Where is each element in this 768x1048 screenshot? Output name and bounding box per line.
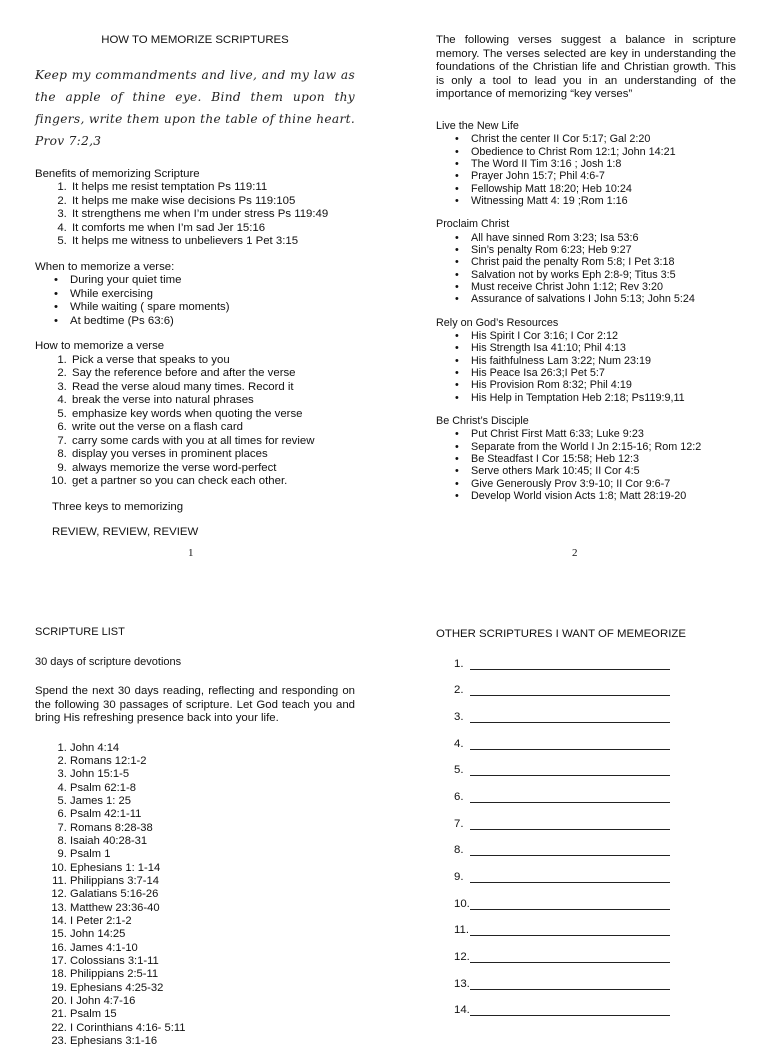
list-item: 5. It helps me witness to unbelievers 1 Pet 3:15 [70, 235, 355, 249]
write-line [470, 978, 670, 990]
list-item: • Develop World vision Acts 1:8; Matt 28:19-20 [471, 490, 736, 502]
blank-line-item [436, 738, 736, 765]
write-line [470, 684, 670, 696]
list-item: 1. John 4:14 [70, 742, 355, 755]
list-item: 8. display you verses in prominent places [70, 448, 355, 462]
page-title: SCRIPTURE LIST [35, 626, 355, 640]
list-item: 7. carry some cards with you at all times for review [70, 435, 355, 449]
list-item: 10. get a partner so you can check each other. [70, 475, 355, 489]
write-line [470, 818, 670, 830]
list-item: • Salvation not by works Eph 2:8-9; Titus 3:5 [471, 269, 736, 281]
list-item: • His Help in Temptation Heb 2:18; Ps119:9,11 [471, 392, 736, 404]
benefits-heading: Benefits of memorizing Scripture [35, 168, 355, 182]
list-item: • At bedtime (Ps 63:6) [70, 315, 355, 329]
list-item: 5. James 1: 25 [70, 795, 355, 808]
list-item: 15. John 14:25 [70, 928, 355, 941]
list-item: 9. always memorize the verse word-perfect [70, 462, 355, 476]
section-title: Live the New Life [436, 120, 736, 134]
list-item: • Christ paid the penalty Rom 5:8; I Pet 3:18 [471, 256, 736, 268]
list-item: 10. Ephesians 1: 1-14 [70, 862, 355, 875]
page-3 [35, 626, 355, 1048]
list-item: 9. Psalm 1 [70, 848, 355, 861]
list-item: • Give Generously Prov 3:9-10; II Cor 9:6-7 [471, 478, 736, 490]
blank-line-item [436, 844, 736, 871]
page-number: 1 [188, 547, 194, 559]
list-item: 20. I John 4:7-16 [70, 995, 355, 1008]
list-item: • All have sinned Rom 3:23; Isa 53:6 [471, 232, 736, 244]
list-item: • Fellowship Matt 18:20; Heb 10:24 [471, 183, 736, 195]
list-item: 5. emphasize key words when quoting the verse [70, 408, 355, 422]
list-item: 11. Philippians 3:7-14 [70, 875, 355, 888]
item-number: 7. [436, 818, 488, 832]
list-item: 13. Matthew 23:36-40 [70, 902, 355, 915]
list-item: 7. Romans 8:28-38 [70, 822, 355, 835]
write-line [470, 764, 670, 776]
list-item: • Be Steadfast I Cor 15:58; Heb 12:3 [471, 453, 736, 465]
item-number: 6. [436, 791, 488, 805]
item-number: 4. [436, 738, 488, 752]
list-item: • His Provision Rom 8:32; Phil 4:19 [471, 379, 736, 391]
write-line [470, 951, 670, 963]
list-item: 17. Colossians 3:1-11 [70, 955, 355, 968]
page-1 [35, 34, 355, 540]
list-item: 4. It comforts me when I’m sad Jer 15:16 [70, 222, 355, 236]
list-item: 8. Isaiah 40:28-31 [70, 835, 355, 848]
when-heading: When to memorize a verse: [35, 261, 355, 275]
verse-list [436, 133, 736, 207]
benefits-list [35, 181, 355, 249]
list-item: • Assurance of salvations I John 5:13; John 5:24 [471, 293, 736, 305]
write-line [470, 658, 670, 670]
write-line [470, 711, 670, 723]
item-number: 8. [436, 844, 488, 858]
review-text: REVIEW, REVIEW, REVIEW [52, 526, 355, 540]
blank-line-item [436, 684, 736, 711]
section-title: Rely on God’s Resources [436, 317, 736, 331]
item-number: 12. [436, 951, 488, 965]
list-item: • His Spirit I Cor 3:16; I Cor 2:12 [471, 330, 736, 342]
item-number: 13. [436, 978, 488, 992]
item-number: 11. [436, 924, 488, 938]
item-number: 2. [436, 684, 488, 698]
list-item: 23. Ephesians 3:1-16 [70, 1035, 355, 1048]
blank-line-item [436, 898, 736, 925]
intro-paragraph: The following verses suggest a balance in scripture memory. The verses selected are key in understanding the foundations of the Christian life and Christian growth. This is only a tool to lead you in an understanding of the importance of memorizing “key verses” [436, 34, 736, 102]
list-item: 12. Galatians 5:16-26 [70, 888, 355, 901]
item-number: 3. [436, 711, 488, 725]
list-item: 2. Romans 12:1-2 [70, 755, 355, 768]
list-item: • Obedience to Christ Rom 12:1; John 14:21 [471, 146, 736, 158]
blank-line-item [436, 978, 736, 1005]
list-item: 3. Read the verse aloud many times. Record it [70, 381, 355, 395]
list-item: 1. Pick a verse that speaks to you [70, 354, 355, 368]
list-item: 22. I Corinthians 4:16- 5:11 [70, 1022, 355, 1035]
list-item: 16. James 4:1-10 [70, 942, 355, 955]
list-item: 1. It helps me resist temptation Ps 119:11 [70, 181, 355, 195]
blank-lines-list [436, 658, 736, 1032]
write-line [470, 791, 670, 803]
list-item: • The Word II Tim 3:16 ; Josh 1:8 [471, 158, 736, 170]
blank-line-item [436, 871, 736, 898]
item-number: 14. [436, 1004, 488, 1018]
verse-list [436, 232, 736, 306]
list-item: • Sin’s penalty Rom 6:23; Heb 9:27 [471, 244, 736, 256]
verse-list [436, 330, 736, 404]
list-item: • Separate from the World I Jn 2:15-16; Rom 12:2 [471, 441, 736, 453]
list-item: • Prayer John 15:7; Phil 4:6-7 [471, 170, 736, 182]
item-number: 5. [436, 764, 488, 778]
list-item: • While waiting ( spare moments) [70, 301, 355, 315]
blank-line-item [436, 818, 736, 845]
list-item: 2. Say the reference before and after the verse [70, 367, 355, 381]
when-list [35, 274, 355, 328]
page-4 [436, 626, 736, 1031]
write-line [470, 738, 670, 750]
list-item: 3. It strengthens me when I’m under stress Ps 119:49 [70, 208, 355, 222]
write-line [470, 871, 670, 883]
blank-line-item [436, 658, 736, 685]
write-line [470, 1004, 670, 1016]
list-item: • Must receive Christ John 1:12; Rev 3:20 [471, 281, 736, 293]
list-item: 4. Psalm 62:1-8 [70, 782, 355, 795]
page-title: OTHER SCRIPTURES I WANT OF MEMEORIZE [436, 628, 736, 642]
write-line [470, 924, 670, 936]
verse-list [436, 428, 736, 502]
list-item: • Serve others Mark 10:45; II Cor 4:5 [471, 465, 736, 477]
list-item: • Witnessing Matt 4: 19 ;Rom 1:16 [471, 195, 736, 207]
keys-text: Three keys to memorizing [52, 501, 355, 515]
list-item: • During your quiet time [70, 274, 355, 288]
list-item: 21. Psalm 15 [70, 1008, 355, 1021]
write-line [470, 844, 670, 856]
how-list [35, 354, 355, 489]
blank-line-item [436, 711, 736, 738]
passage-list [35, 742, 355, 1048]
page-subtitle: 30 days of scripture devotions [35, 656, 355, 670]
list-item: 4. break the verse into natural phrases [70, 394, 355, 408]
list-item: 18. Philippians 2:5-11 [70, 968, 355, 981]
item-number: 1. [436, 658, 488, 672]
list-item: 6. write out the verse on a flash card [70, 421, 355, 435]
list-item: 2. It helps me make wise decisions Ps 119:105 [70, 195, 355, 209]
blank-line-item [436, 924, 736, 951]
list-item: • His Strength Isa 41:10; Phil 4:13 [471, 342, 736, 354]
page-number: 2 [572, 547, 578, 559]
blank-line-item [436, 791, 736, 818]
blank-line-item [436, 1004, 736, 1031]
list-item: 14. I Peter 2:1-2 [70, 915, 355, 928]
list-item: 6. Psalm 42:1-11 [70, 808, 355, 821]
section-title: Be Christ’s Disciple [436, 415, 736, 429]
memory-verse: Keep my commandments and live, and my law as the apple of thine eye. Bind them upon thy fingers, write them upon the table of thine heart. Prov 7:2,3 [35, 64, 355, 152]
list-item: • Put Christ First Matt 6:33; Luke 9:23 [471, 428, 736, 440]
section-title: Proclaim Christ [436, 218, 736, 232]
blank-line-item [436, 951, 736, 978]
item-number: 10. [436, 898, 488, 912]
list-item: 19. Ephesians 4:25-32 [70, 982, 355, 995]
list-item: • His Peace Isa 26:3;I Pet 5:7 [471, 367, 736, 379]
item-number: 9. [436, 871, 488, 885]
intro-paragraph: Spend the next 30 days reading, reflecting and responding on the following 30 passages of scripture. Let God teach you and bring His refreshing presence back into your life. [35, 685, 355, 726]
page-title: HOW TO MEMORIZE SCRIPTURES [35, 34, 355, 48]
list-item: • While exercising [70, 288, 355, 302]
how-heading: How to memorize a verse [35, 340, 355, 354]
blank-line-item [436, 764, 736, 791]
list-item: 3. John 15:1-5 [70, 768, 355, 781]
list-item: • Christ the center II Cor 5:17; Gal 2:20 [471, 133, 736, 145]
page-2 [436, 34, 736, 513]
list-item: • His faithfulness Lam 3:22; Num 23:19 [471, 355, 736, 367]
write-line [470, 898, 670, 910]
